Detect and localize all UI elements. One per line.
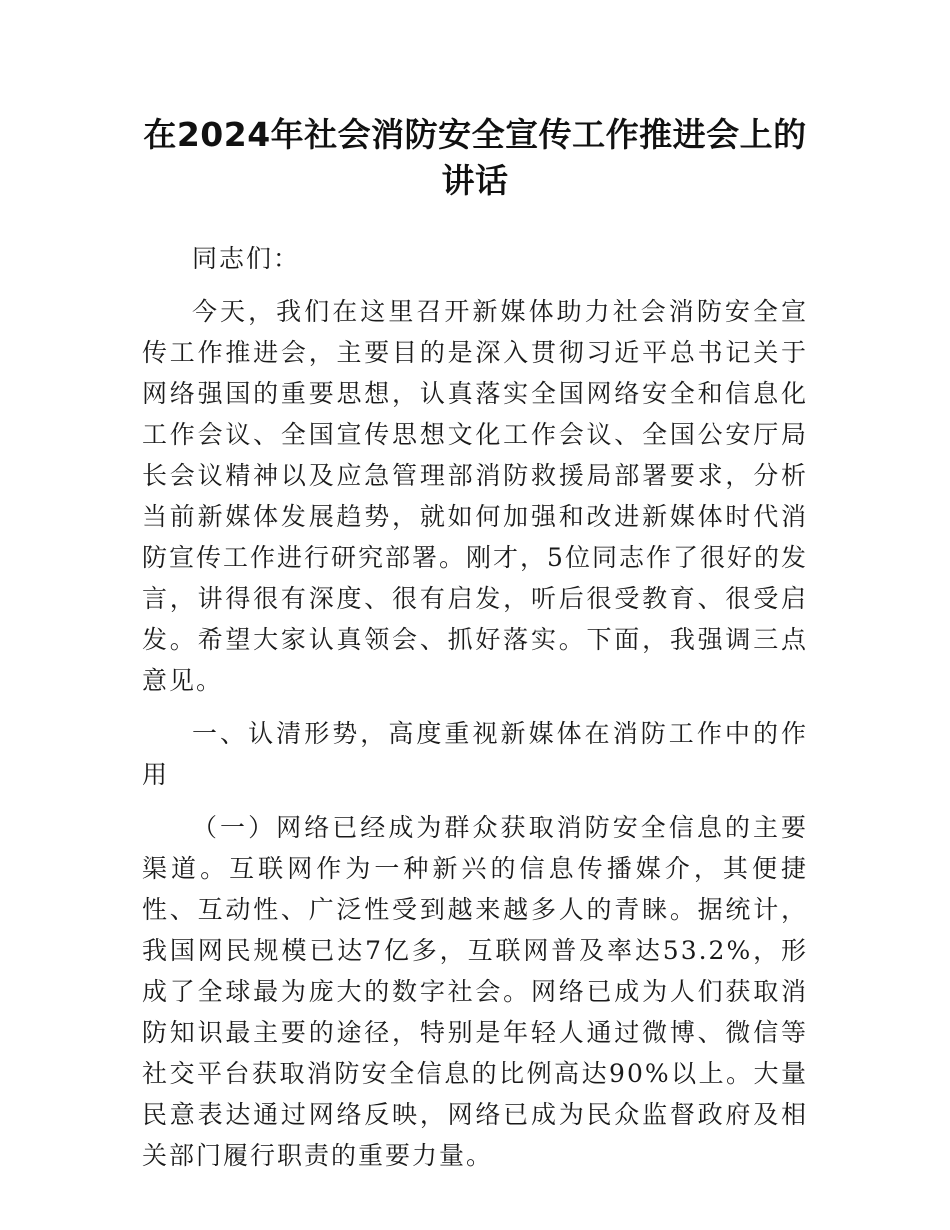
document-text — [142, 238, 808, 1176]
section-heading-1: 一、认清形势，高度重视新媒体在消防工作中的作用 — [142, 719, 808, 789]
paragraph-intro: 今天，我们在这里召开新媒体助力社会消防安全宣传工作推进会，主要目的是深入贯彻习近平总书记关于网络强国的重要思想，认真落实全国网络安全和信息化工作会议、全国宣传思想文化工作会议、全国公安厅局长会议精神以及应急管理部消防救援局部署要求，分析当前新媒体发展趋势，就如何加强和改进新媒体时代消防宣传工作进行研究部署。刚才，5位同志作了很好的发言，讲得很有深度、很有启发，听后很受教育、很受启发。希望大家认真领会、抓好落实。下面，我强调三点意见。 — [142, 297, 808, 695]
document-title: 在2024年社会消防安全宣传工作推进会上的讲话 — [143, 115, 807, 200]
paragraph-section-1-1: （一）网络已经成为群众获取消防安全信息的主要渠道。互联网作为一种新兴的信息传播媒介，其便捷性、互动性、广泛性受到越来越多人的青睐。据统计，我国网民规模已达7亿多，互联网普及率达53.2%，形成了全球最为庞大的数字社会。网络已成为人们获取消防知识最主要的途径，特别是年轻人通过微博、微信等社交平台获取消防安全信息的比例高达90%以上。大量民意表达通过网络反映，网络已成为民众监督政府及相关部门履行职责的重要力量。 — [142, 813, 808, 1170]
salutation: 同志们： — [192, 244, 301, 273]
document-body — [142, 112, 808, 1176]
